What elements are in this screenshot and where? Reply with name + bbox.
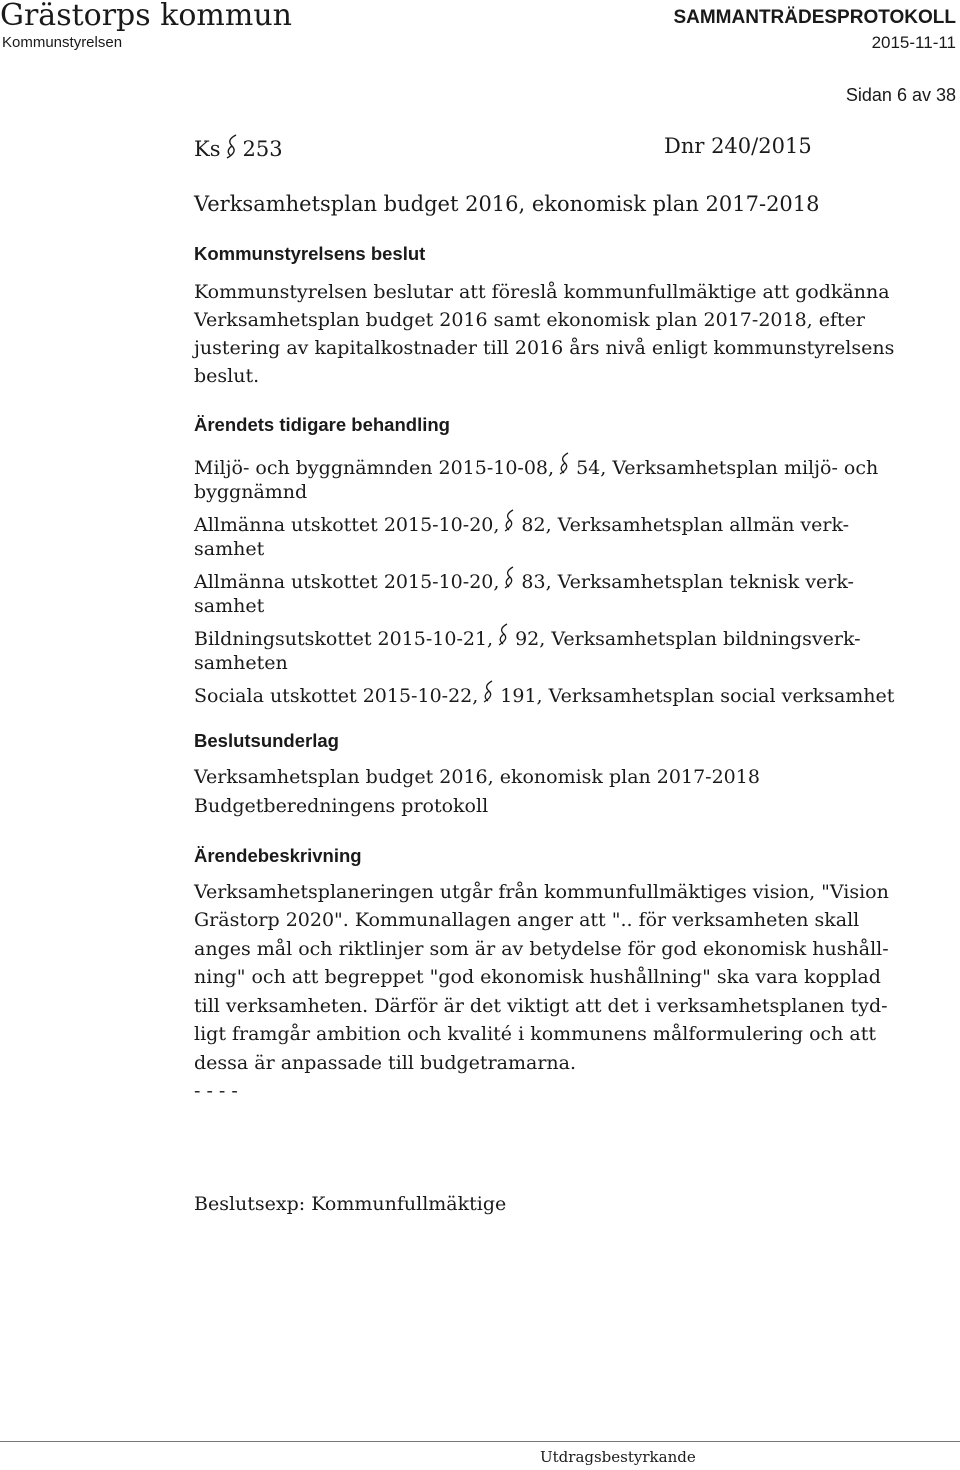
basis-line: Budgetberedningens protokoll	[194, 795, 489, 817]
history-item	[194, 680, 894, 708]
basis-heading: Beslutsunderlag	[194, 730, 339, 751]
basis-line: Verksamhetsplan budget 2016, ekonomisk plan 2017-2018	[194, 766, 760, 788]
history-item-title: 82, Verksamhetsplan allmän verk-	[521, 514, 850, 536]
description-line: Grästorp 2020". Kommunallagen anger att ".. för verksamheten skall	[194, 909, 860, 931]
history-item-continuation: byggnämnd	[194, 481, 308, 503]
description-line: ning" och att begreppet "god ekonomisk hushållning" ska vara kopplad	[194, 966, 881, 988]
history-item-title: 83, Verksamhetsplan teknisk verk-	[521, 571, 854, 593]
description-line: ligt framgår ambition och kvalité i kommunens målformulering och att	[194, 1023, 877, 1045]
history-item-body: Allmänna utskottet 2015-10-20,	[194, 514, 500, 536]
history-item-body: Sociala utskottet 2015-10-22,	[194, 685, 479, 707]
description-line: till verksamheten. Därför är det viktigt att det i verksamhetsplanen tyd-	[194, 995, 888, 1017]
history-item-title: 191, Verksamhetsplan social verksamhet	[500, 685, 895, 707]
description-line: dessa är anpassade till budgetramarna.	[194, 1052, 577, 1074]
paragraph-sign-icon	[503, 509, 515, 537]
paragraph-sign-icon	[224, 134, 236, 162]
page-number: Sidan 6 av 38	[845, 85, 956, 105]
history-item-body: Bildningsutskottet 2015-10-21,	[194, 628, 494, 650]
description-line: Verksamhetsplaneringen utgår från kommunfullmäktiges vision, "Vision	[194, 881, 889, 903]
organization-name: Grästorps kommun	[0, 0, 292, 33]
history-item-body: Miljö- och byggnämnden 2015-10-08,	[194, 457, 555, 479]
history-item-continuation: samhet	[194, 538, 265, 560]
decision-line: justering av kapitalkostnader till 2016 års nivå enligt kommunstyrelsens	[194, 337, 895, 359]
committee-name: Kommunstyrelsen	[2, 34, 123, 51]
decision-line: Verksamhetsplan budget 2016 samt ekonomisk plan 2017-2018, efter	[194, 309, 865, 331]
paragraph-sign-icon	[497, 623, 509, 651]
paragraph-sign-icon	[503, 566, 515, 594]
description-line: anges mål och riktlinjer som är av betydelse för god ekonomisk hushåll-	[194, 938, 889, 960]
paragraph-sign-icon	[558, 452, 570, 480]
certification-label: Utdragsbestyrkande	[540, 1448, 696, 1466]
decision-line: Kommunstyrelsen beslutar att föreslå kommunfullmäktige att godkänna	[194, 281, 890, 303]
paragraph-prefix: Ks	[194, 137, 221, 161]
decision-line: beslut.	[194, 365, 260, 387]
history-item-continuation: samheten	[194, 652, 288, 674]
paragraph-sign-icon	[482, 680, 494, 708]
case-title: Verksamhetsplan budget 2016, ekonomisk plan 2017-2018	[194, 192, 820, 216]
history-item	[194, 452, 878, 480]
history-item-continuation: samhet	[194, 595, 265, 617]
decision-heading: Kommunstyrelsens beslut	[194, 243, 426, 264]
description-heading: Ärendebeskrivning	[194, 845, 362, 866]
paragraph-id	[194, 134, 283, 162]
document-type: SAMMANTRÄDESPROTOKOLL	[673, 7, 956, 28]
history-item-title: 54, Verksamhetsplan miljö- och	[576, 457, 879, 479]
footer-rule	[0, 1441, 960, 1442]
history-item-title: 92, Verksamhetsplan bildningsverk-	[515, 628, 861, 650]
dispatch-recipients: Beslutsexp: Kommunfullmäktige	[194, 1193, 507, 1215]
history-item	[194, 509, 849, 537]
history-item	[194, 623, 861, 651]
paragraph-number: 253	[242, 137, 283, 161]
history-item-body: Allmänna utskottet 2015-10-20,	[194, 571, 500, 593]
section-separator: - - - -	[194, 1080, 238, 1102]
registration-number: Dnr 240/2015	[664, 134, 812, 158]
history-item	[194, 566, 854, 594]
history-heading: Ärendets tidigare behandling	[194, 414, 450, 435]
meeting-date: 2015-11-11	[871, 33, 956, 52]
